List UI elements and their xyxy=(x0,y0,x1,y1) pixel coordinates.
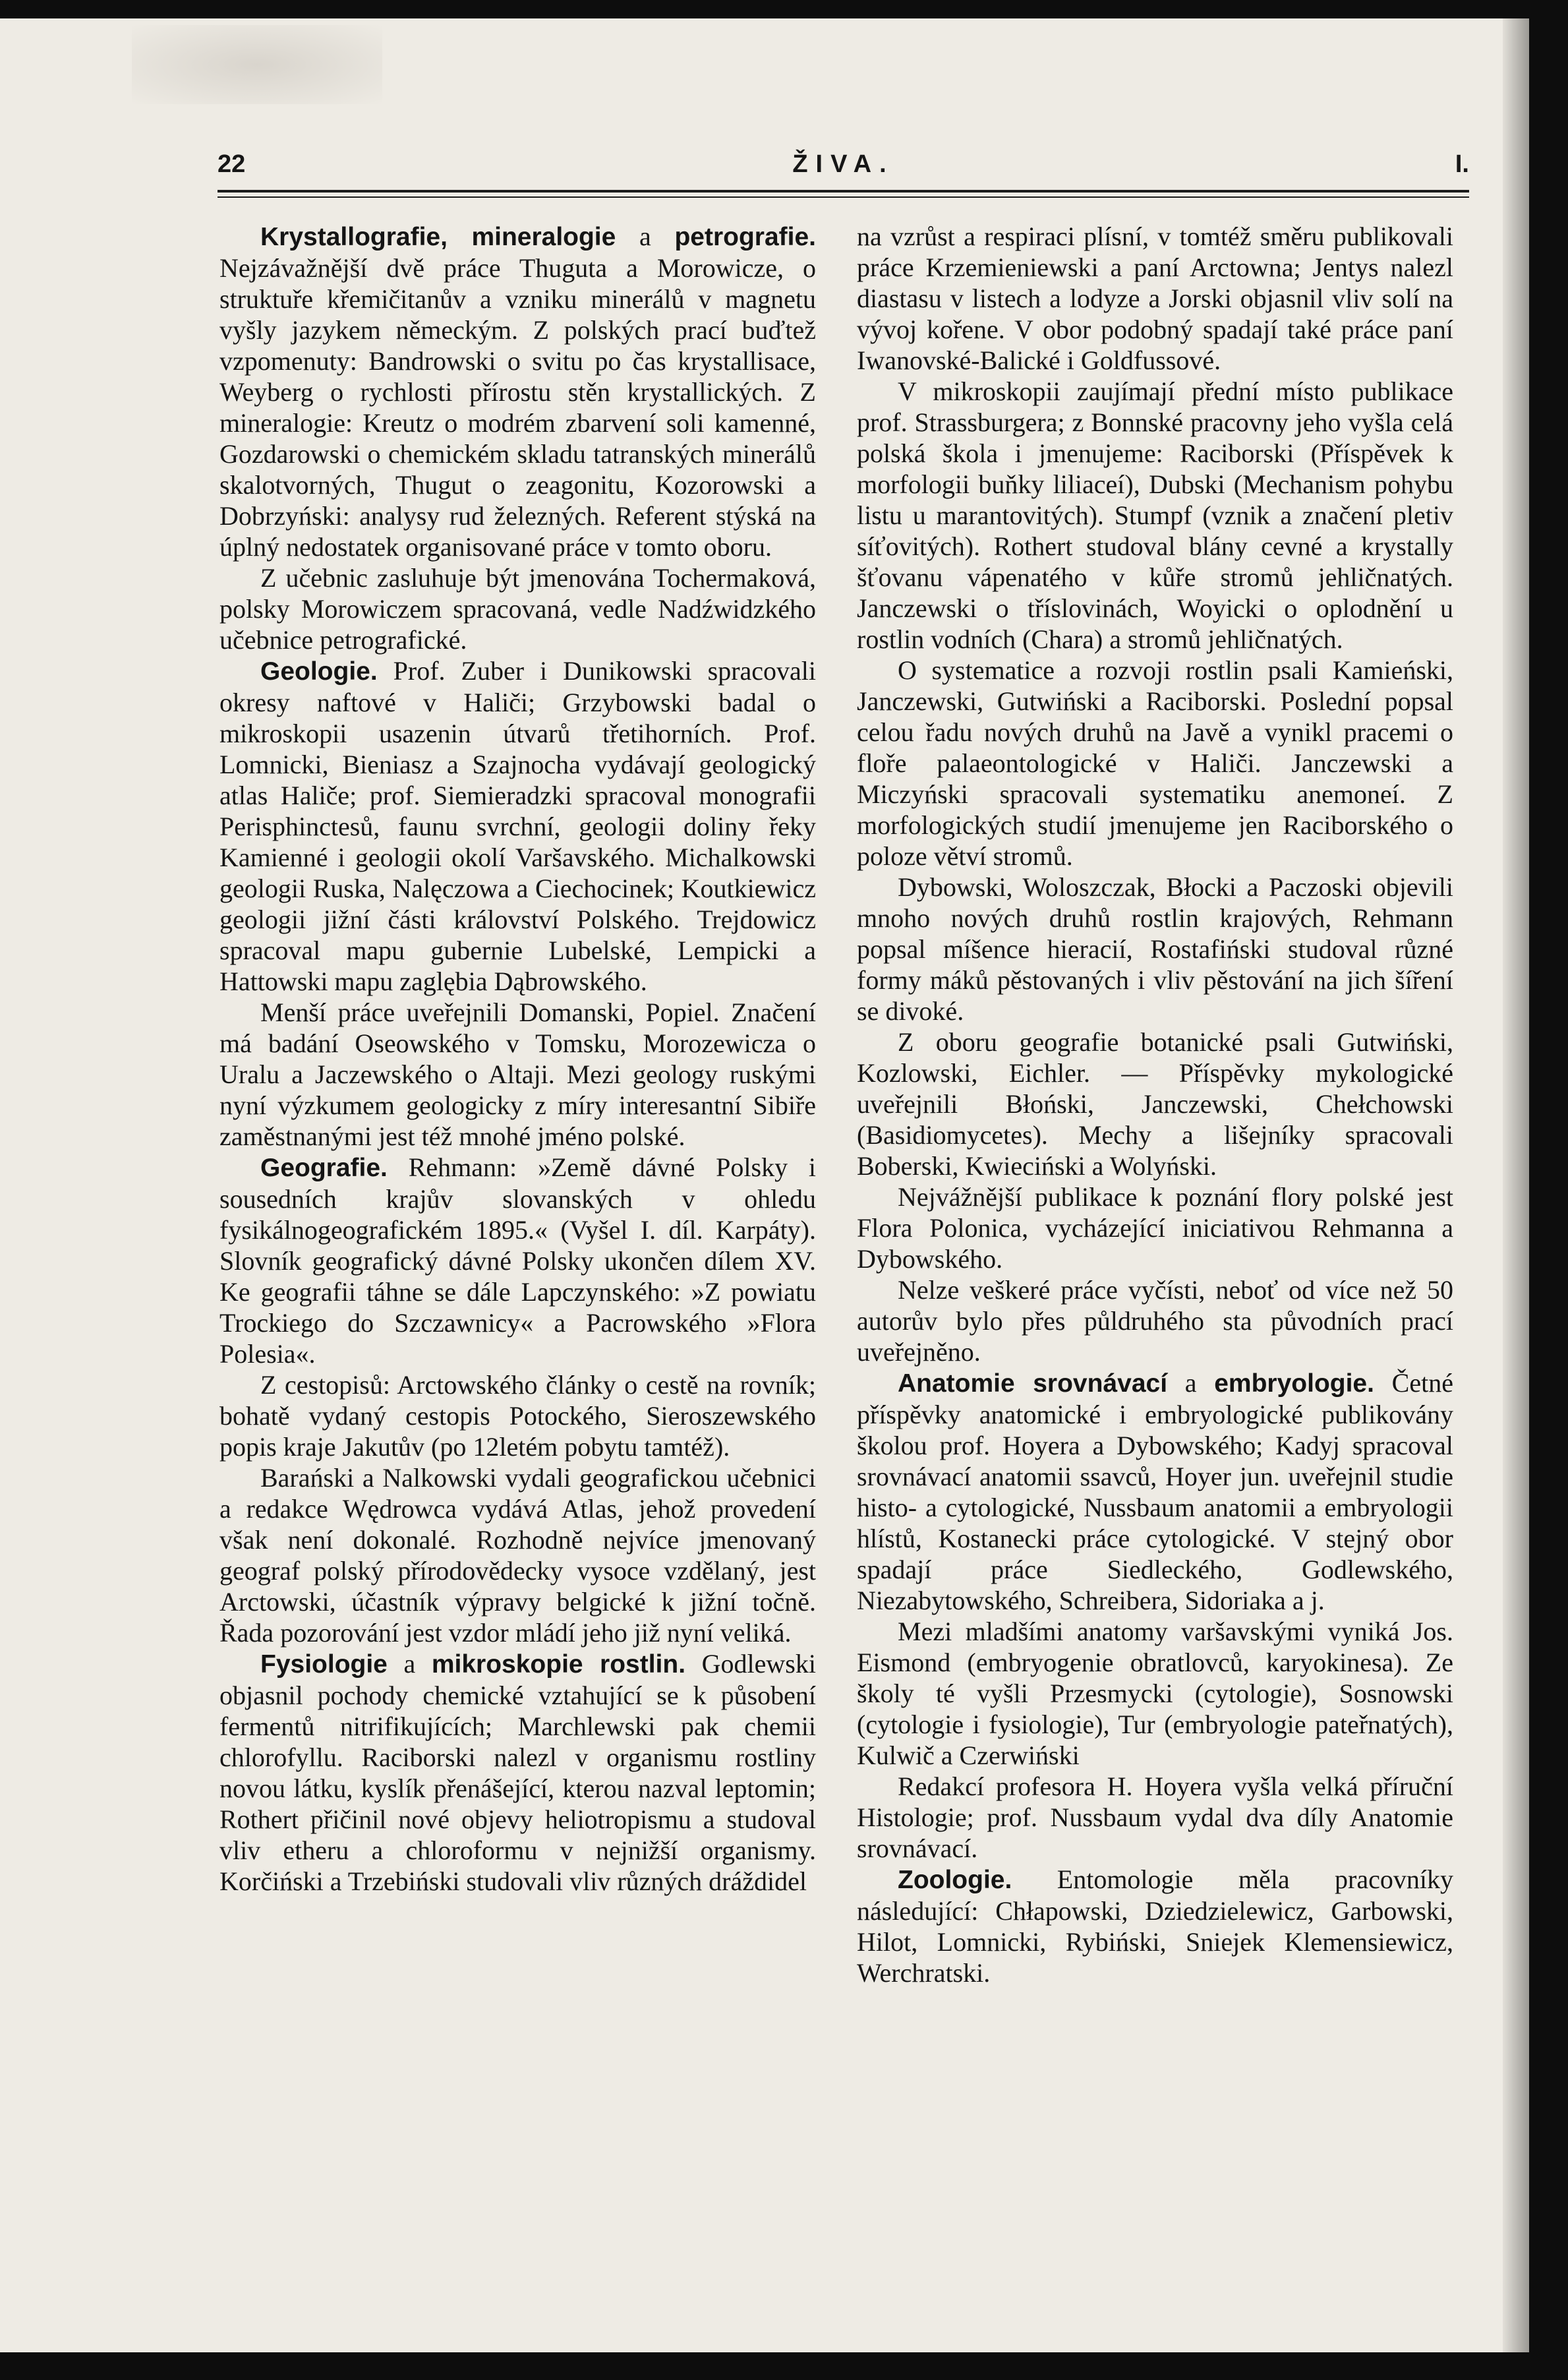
section-heading: Anatomie srovnávací xyxy=(898,1369,1168,1398)
paragraph xyxy=(857,1026,1453,1181)
paragraph xyxy=(219,1462,816,1648)
section-heading-suffix: mikroskopie rostlin. xyxy=(431,1650,686,1679)
paragraph-text: Prof. Zuber i Dunikowski spracovali okresy naftové v Haliči; Grzybowski badal o mikroskopii usazenin útvarů třetihorních. Prof. Lomnicki, Bieniasz a Szajnocha vydávají geologický atlas Haliče; prof. Siemieradzki spracoval monografii Perisphinctesů, faunu svrchní, geologii doliny řeky Kamienné i geologii okolí Varšavského. Michalkowski geologii Ruska, Nalęczowa a Ciechocinek; Koutkiewicz geologii jižní části království Polského. Trejdowicz spracoval mapu gubernie Lubelské, Lempicki a Hattowski mapu zaglębia Dąbrowského. xyxy=(219,656,816,996)
journal-title: ŽIVA. xyxy=(792,150,894,178)
paragraph-text: Nejzávažnější dvě práce Thuguta a Morowicze, o struktuře křemičitanův a vzniku minerálů v magnetu vyšly jazykem německým. Z polských prací buďtež vzpomenuty: Bandrowski o svitu po čas krystallisace, Weyberg o rychlosti přírostu stěn krystallických. Z mineralogie: Kreutz o modrém zbarvení soli kamenné, Gozdarowski o chemickém skladu tatranských minerálů skalotvorných, Thugut o zeagonitu, Kozorowski a Dobrzyński: analysy rud železných. Referent stýská na úplný nedostatek organisované práce v tomto oboru. xyxy=(219,253,816,562)
paragraph-text: Z oboru geografie botanické psali Gutwiński, Kozlowski, Eichler. — Příspěvky mykologické uveřejnili Błoński, Janczewski, Chełchowski (Basidiomycetes). Mechy a lišejníky spracovali Boberski, Kwieciński a Wolyński. xyxy=(857,1027,1453,1181)
paragraph xyxy=(219,562,816,655)
paragraph xyxy=(857,1616,1453,1771)
heading-connector: a xyxy=(616,222,675,251)
paragraph-text: Entomologie měla pracovníky následující: Chłapowski, Dziedzielewicz, Garbowski, Hilot, Lomnicki, Rybiński, Sniejek Klemensiewicz, Werchratski. xyxy=(857,1864,1453,1988)
paragraph-text: O systematice a rozvoji rostlin psali Kamieński, Janczewski, Gutwiński a Raciborski. Poslední popsal celou řadu nových druhů na Javě a vynikl pracemi o floře palaeontologické v Haliči. Janczewski a Miczyński spracovali systematiku anemoneí. Z morfologických studií jmenujeme jen Raciborského o poloze větví stromů. xyxy=(857,655,1453,871)
section-paragraph xyxy=(219,655,816,997)
section-paragraph xyxy=(219,1152,816,1369)
section-heading: Zoologie. xyxy=(898,1866,1012,1894)
paragraph xyxy=(219,997,816,1152)
paragraph xyxy=(857,1274,1453,1367)
section-heading: Geografie. xyxy=(260,1154,388,1182)
section-paragraph xyxy=(219,1648,816,1897)
section-heading-suffix: embryologie. xyxy=(1214,1369,1374,1398)
paragraph-text: Nejvážnější publikace k poznání flory polské jest Flora Polonica, vycházející iniciativou Rehmanna a Dybowského. xyxy=(857,1182,1453,1274)
left-column xyxy=(219,221,816,2199)
paragraph xyxy=(219,1369,816,1462)
section-paragraph xyxy=(219,221,816,562)
paragraph-text: Dybowski, Woloszczak, Błocki a Paczoski objevili mnoho nových druhů rostlin krajových, Rehmann popsal míšence hieracií, Rostafiński studoval různé formy máků pěstovaných i vliv pěstování na jich šíření se divoké. xyxy=(857,872,1453,1026)
section-heading-suffix: petrografie. xyxy=(674,223,816,251)
paragraph xyxy=(857,1771,1453,1864)
paper-stain xyxy=(132,25,382,104)
section-paragraph xyxy=(857,1367,1453,1616)
heading-connector: a xyxy=(387,1649,432,1679)
header-rule xyxy=(218,190,1469,193)
page-number: 22 xyxy=(218,150,246,178)
header-rule-thin xyxy=(218,196,1469,198)
section-heading: Geologie. xyxy=(260,657,378,686)
paragraph-text: Rehmann: »Země dávné Polsky i sousedních krajův slovanských v ohledu fysikálnogeografickém 1895.« (Vyšel I. díl. Karpáty). Slovník geografický dávné Polsky ukončen dílem XV. Ke geografii táhne se dále Lapczynského: »Z powiatu Trockiego do Szczawnicy« a Pacrowského »Flora Polesia«. xyxy=(219,1152,816,1369)
paragraph-text: Z učebnic zasluhuje být jmenována Tochermaková, polsky Morowiczem spracovaná, vedle Nadźwidzkého učebnice petrografické. xyxy=(219,563,816,655)
paragraph xyxy=(857,872,1453,1026)
paragraph-text: Godlewski objasnil pochody chemické vztahující se k působení fermentů nitrifikujících; Marchlewski pak chemii chlorofyllu. Raciborski nalezl v organismu rostliny novou látku, kyslík přenášející, kterou nazval leptomin; Rothert přičinil nové objevy heliotropismu a studoval vliv etheru a chloroformu v nejnižší organismy. Korčiński a Trzebiński studovali vliv různých dráždidel xyxy=(219,1649,816,1896)
section-heading: Fysiologie xyxy=(260,1650,388,1679)
paragraph-text: na vzrůst a respiraci plísní, v tomtéž směru publikovali práce Krzemieniewski a paní Arctowna; Jentys nalezl diastasu v listech a lodyze a Jorski objasnil vliv solí na vývoj kořene. V obor podobný spadají také práce paní Iwanovské-Balické i Goldfussové. xyxy=(857,222,1453,375)
heading-connector: a xyxy=(1167,1368,1215,1398)
paragraph-text: Barański a Nalkowski vydali geografickou učebnici a redakce Wędrowca vydává Atlas, jehož provedení však není dokonalé. Rozhodně nejvíce jmenovaný geograf polský přírodovědecky vysoce vzdělaný, jest Arctowski, účastník výpravy belgické k jižní točně. Řada pozorování jest vzdor mládí jeho již nyní veliká. xyxy=(219,1463,816,1648)
paragraph-text: Četné příspěvky anatomické i embryologické publikovány školou prof. Hoyera a Dybowského; Kadyj spracoval srovnávací anatomii ssavců, Hoyer jun. uveřejnil studie histo- a cytologické, Nussbaum anatomii a embryologii hlístů, Kostanecki práce cytologické. V stejný obor spadají práce Siedleckého, Godlewského, Niezabytowského, Schreibera, Sidoriaka a j. xyxy=(857,1368,1453,1615)
spine-shadow xyxy=(1503,18,1529,2352)
right-column xyxy=(857,221,1453,2199)
paragraph-text: Z cestopisů: Arctowského články o cestě na rovník; bohatě vydaný cestopis Potockého, Sieroszewského popis kraje Jakutův (po 12letém pobytu tamtéž). xyxy=(219,1370,816,1462)
paragraph xyxy=(857,655,1453,872)
volume-number: I. xyxy=(1455,150,1469,178)
paragraph-text: Mezi mladšími anatomy varšavskými vyniká Jos. Eismond (embryogenie obratlovců, karyokinesa). Ze školy té vyšli Przesmycki (cytologie), Sosnowski (cytologie i fysiologie), Tur (embryologie pateřnatých), Kulwič a Czerwiński xyxy=(857,1617,1453,1770)
section-paragraph xyxy=(857,1864,1453,1988)
section-heading: Krystallografie, mineralogie xyxy=(260,223,616,251)
paragraph xyxy=(857,221,1453,376)
paragraph-text: Nelze veškeré práce vyčísti, neboť od více než 50 autorův bylo přes půldruhého sta původních prací uveřejněno. xyxy=(857,1275,1453,1367)
paragraph-text: Menší práce uveřejnili Domanski, Popiel. Značení má badání Oseowského v Tomsku, Morozewicza o Uralu a Jaczewského o Altaji. Mezi geology ruskými nyní výzkumem geologicky z míry interesantní Sibiře zaměstnanými jest též mnohé jméno polské. xyxy=(219,997,816,1151)
paragraph xyxy=(857,1181,1453,1274)
paragraph-text: V mikroskopii zaujímají přední místo publikace prof. Strassburgera; z Bonnské pracovny jeho vyšla celá polská škola i jmenujeme: Raciborski (Příspěvek k morfologii buňky liliaceí), Dubski (Mechanism pohybu listu u marantovitých). Stumpf (vznik a značení pletiv síťovitých). Rothert studoval blány cevné a krystally šťovanu vápenatého v kůře stromů jehličnatých. Janczewski o tříslovinách, Woyicki o oplodnění u rostlin vodních (Chara) a stromů jehličnatých. xyxy=(857,376,1453,654)
paragraph xyxy=(857,376,1453,655)
paragraph-text: Redakcí profesora H. Hoyera vyšla velká příruční Histologie; prof. Nussbaum vydal dva díly Anatomie srovnávací. xyxy=(857,1771,1453,1863)
